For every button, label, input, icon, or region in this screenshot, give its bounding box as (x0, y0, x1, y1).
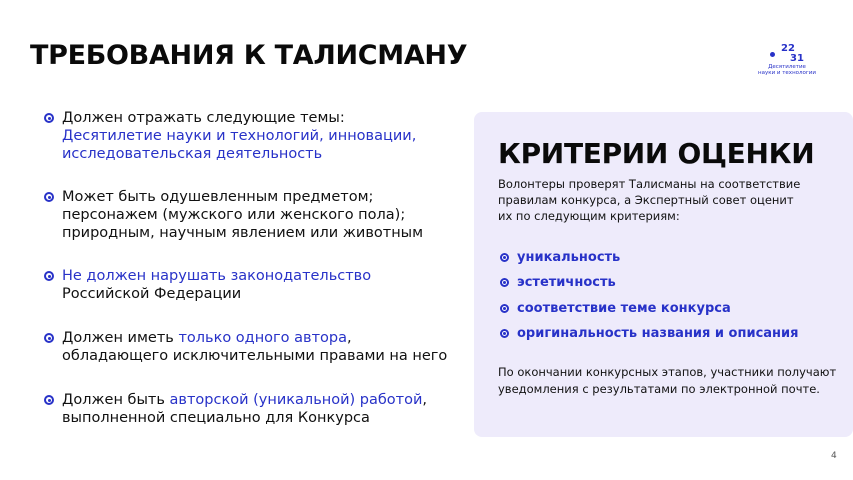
decade-logo (750, 43, 820, 79)
intro-line: правилам конкурса, а Экспертный совет оценит (498, 193, 794, 207)
criteria-card (474, 112, 853, 437)
requirement-line: персонажем (мужского или женского пола); (62, 207, 406, 223)
requirement-line: Может быть одушевленным предметом; (62, 189, 374, 205)
requirement-line: Должен иметь только одного автора, (62, 330, 352, 346)
requirement-line: обладающего исключительными правами на него (62, 348, 448, 364)
bullet-icon (500, 329, 509, 338)
requirement-highlight: исследовательская деятельность (62, 146, 323, 162)
page-number: 4 (831, 451, 837, 461)
requirement-line: выполненной специально для Конкурса (62, 410, 370, 426)
logo-line-1: Десятилетие (768, 64, 806, 70)
criteria-item (500, 301, 830, 317)
logo-number-bottom: 31 (790, 53, 804, 64)
criteria-item (500, 326, 830, 342)
bullet-icon (500, 304, 509, 313)
requirement-highlight: Не должен нарушать законодательство (62, 268, 372, 284)
criteria-intro (498, 176, 838, 224)
bullet-icon (44, 113, 54, 123)
criteria-label: оригинальность названия и описания (517, 326, 799, 341)
criteria-item (500, 275, 830, 291)
logo-line-2: науки и технологии (758, 70, 816, 76)
criteria-item (500, 250, 830, 266)
requirement-item (44, 188, 464, 242)
slide-title: ТРЕБОВАНИЯ К ТАЛИСМАНУ (30, 40, 468, 71)
criteria-label: эстетичность (517, 275, 616, 290)
bullet-icon (500, 253, 509, 262)
requirement-item (44, 109, 464, 163)
bullet-icon (44, 271, 54, 281)
requirement-line: Должен отражать следующие темы: (62, 110, 345, 126)
bullet-icon (44, 333, 54, 343)
bullet-icon (44, 395, 54, 405)
footer-line: уведомления с результатами по электронной почте. (498, 382, 820, 396)
requirement-item (44, 329, 464, 365)
requirement-item (44, 391, 464, 427)
requirement-line: Российской Федерации (62, 286, 242, 302)
logo-number-top: 22 (781, 43, 795, 54)
requirement-line: Должен быть авторской (уникальной) работой, (62, 392, 428, 408)
requirement-highlight: авторской (уникальной) работой (169, 392, 423, 408)
requirement-line: природным, научным явлением или животным (62, 225, 424, 241)
logo-dot-icon (770, 52, 775, 57)
criteria-label: соответствие теме конкурса (517, 301, 731, 316)
bullet-icon (500, 278, 509, 287)
criteria-title: КРИТЕРИИ ОЦЕНКИ (498, 137, 815, 170)
requirement-highlight: Десятилетие науки и технологий, инновации, (62, 128, 417, 144)
criteria-label: уникальность (517, 250, 621, 265)
intro-line: Волонтеры проверят Талисманы на соответствие (498, 177, 801, 191)
intro-line: их по следующим критериям: (498, 209, 680, 223)
bullet-icon (44, 192, 54, 202)
requirement-item (44, 267, 464, 303)
footer-line: По окончании конкурсных этапов, участники получают (498, 365, 837, 379)
criteria-footer (498, 364, 838, 398)
requirement-highlight: только одного автора (178, 330, 347, 346)
